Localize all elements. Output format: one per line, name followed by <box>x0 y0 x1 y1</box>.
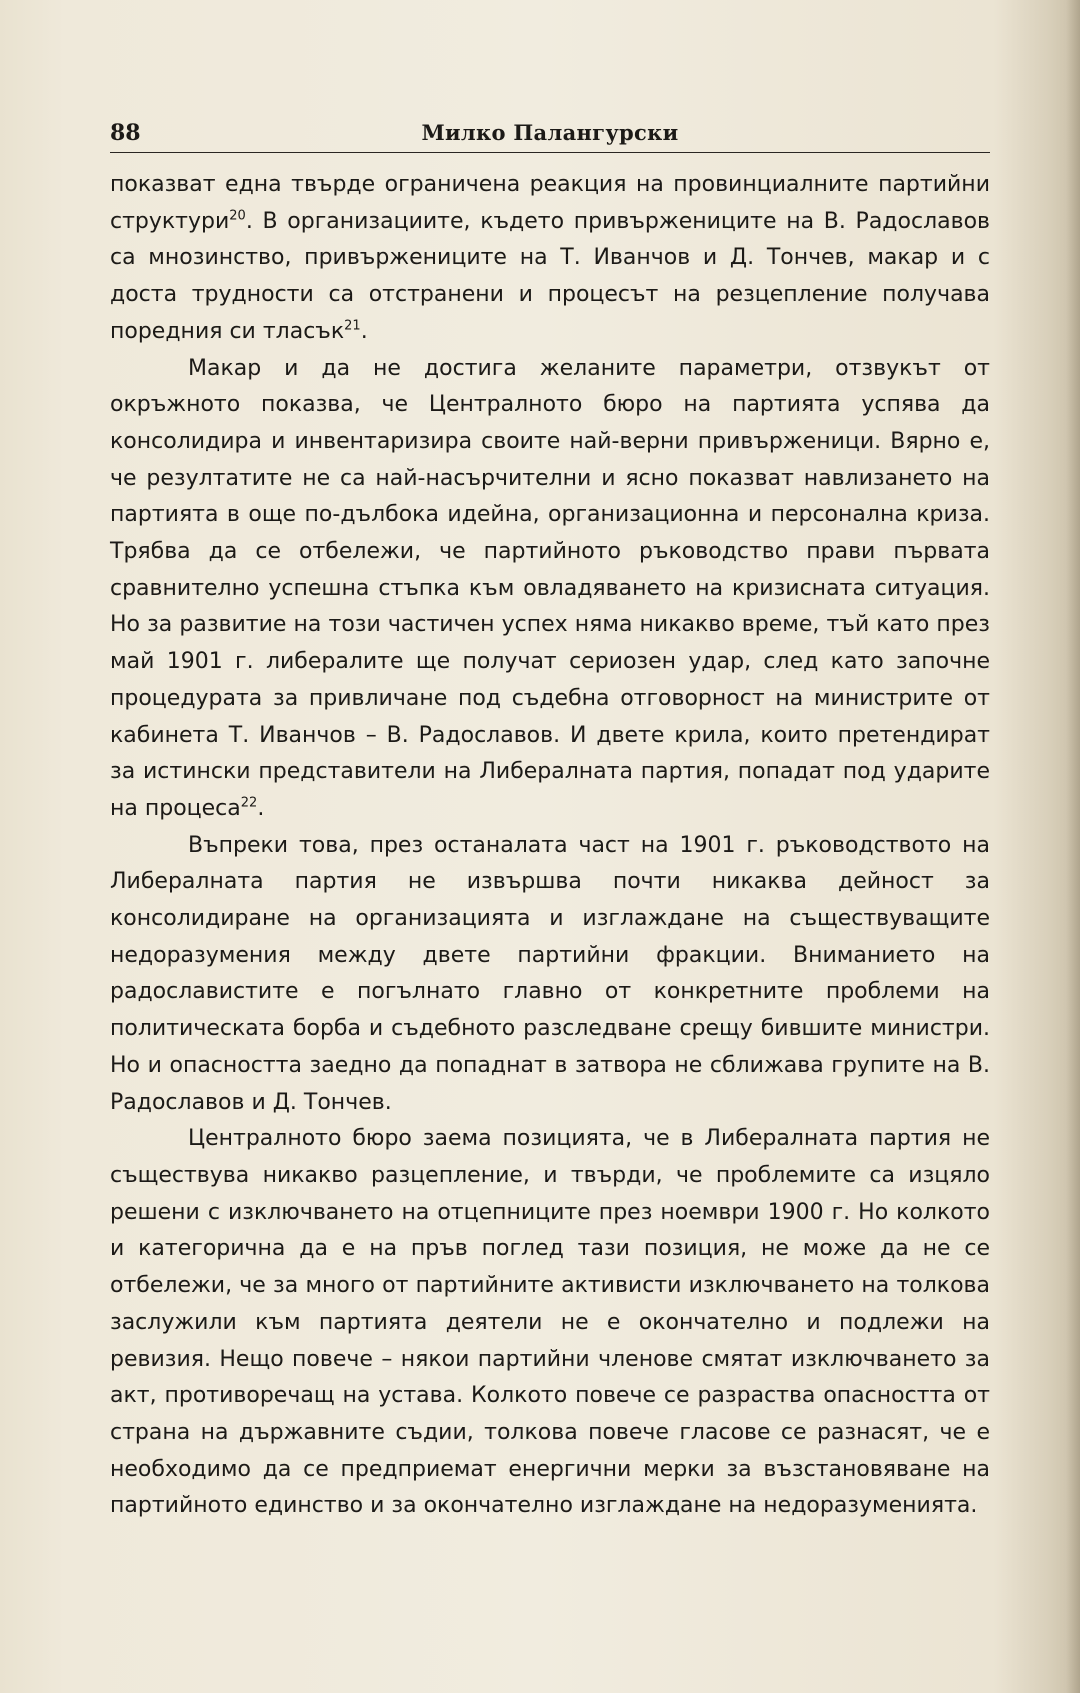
paragraph-text: показват една твърде ограничена реакция на провинциалните партийни структури <box>110 172 990 234</box>
paragraph-1 <box>110 167 990 351</box>
paragraph-text: . <box>257 795 265 821</box>
paragraph-2 <box>110 351 990 828</box>
footnote-ref-22: 22 <box>240 795 258 811</box>
paragraph-text: . <box>360 318 368 344</box>
footnote-ref-21: 21 <box>344 318 361 334</box>
paragraph-text: Въпреки това, през останалата част на 1901 г. ръководството на Либералната партия не извършва почти никаква дейност за консолидиране на организацията и изглаждане на съществуващите недоразумения между двете партийни фракции. Вниманието на радославистите е погълнато главно от конкретните проблеми на политическата борба и съдебното разследване срещу бившите министри. Но и опасността заедно да попаднат в затвора не сближава групите на В. Радославов и Д. Тончев. <box>110 832 990 1115</box>
footnote-ref-20: 20 <box>229 208 246 224</box>
page-number: 88 <box>110 120 141 146</box>
paragraph-text: . В организациите, където привържениците на В. Радославов са мнозинство, привържениците на Т. Иванчов и Д. Тончев, макар и с доста трудности са отстранени и процесът на резцепление получава поредния си тласък <box>110 208 990 344</box>
page-header <box>110 118 990 153</box>
paragraph-text: Централното бюро заема позицията, че в Либералната партия не съществува никакво разцепление, и твърди, че проблемите са изцяло решени с изключването на отцепниците през ноември 1900 г. Но колкото и категорична да е на пръв поглед тази позиция, не може да не се отбележи, че за много от партийните активисти изключването на толкова заслужили към партията деятели не е окончателно и подлежи на ревизия. Нещо повече – някои партийни членове смятат изключването за акт, противоречащ на устава. Колкото повече се разраства опасността от страна на държавните съдии, толкова повече гласове се разнасят, че е необходимо да се предприемат енергични мерки за възстановяване на партийното единство и за окончателно изглаждане на недоразуменията. <box>110 1126 990 1519</box>
page-edge-shadow <box>1066 0 1080 1693</box>
running-head-author: Милко Палангурски <box>421 120 679 145</box>
paragraph-text: Макар и да не достига желаните параметри, отзвукът от окръжното показва, че Централното бюро на партията успява да консолидира и инвентаризира своите най-верни привърженици. Вярно е, че резултатите не са най-насърчителни и ясно показват навлизането на партията в още по-дълбока идейна, организационна и персонална криза. Трябва да се отбележи, че партийното ръководство прави първата сравнително успешна стъпка към овладяването на кризисната ситуация. Но за развитие на този частичен успех няма никакво време, тъй като през май 1901 г. либералите ще получат сериозен удар, след като започне процедурата за привличане под съдебна отговорност на министрите от кабинета Т. Иванчов – В. Радославов. И двете крила, които претендират за истински представители на Либералната партия, попадат под ударите на процеса <box>110 355 990 821</box>
body-text <box>110 167 990 1525</box>
paragraph-4 <box>110 1121 990 1525</box>
paragraph-3 <box>110 828 990 1122</box>
